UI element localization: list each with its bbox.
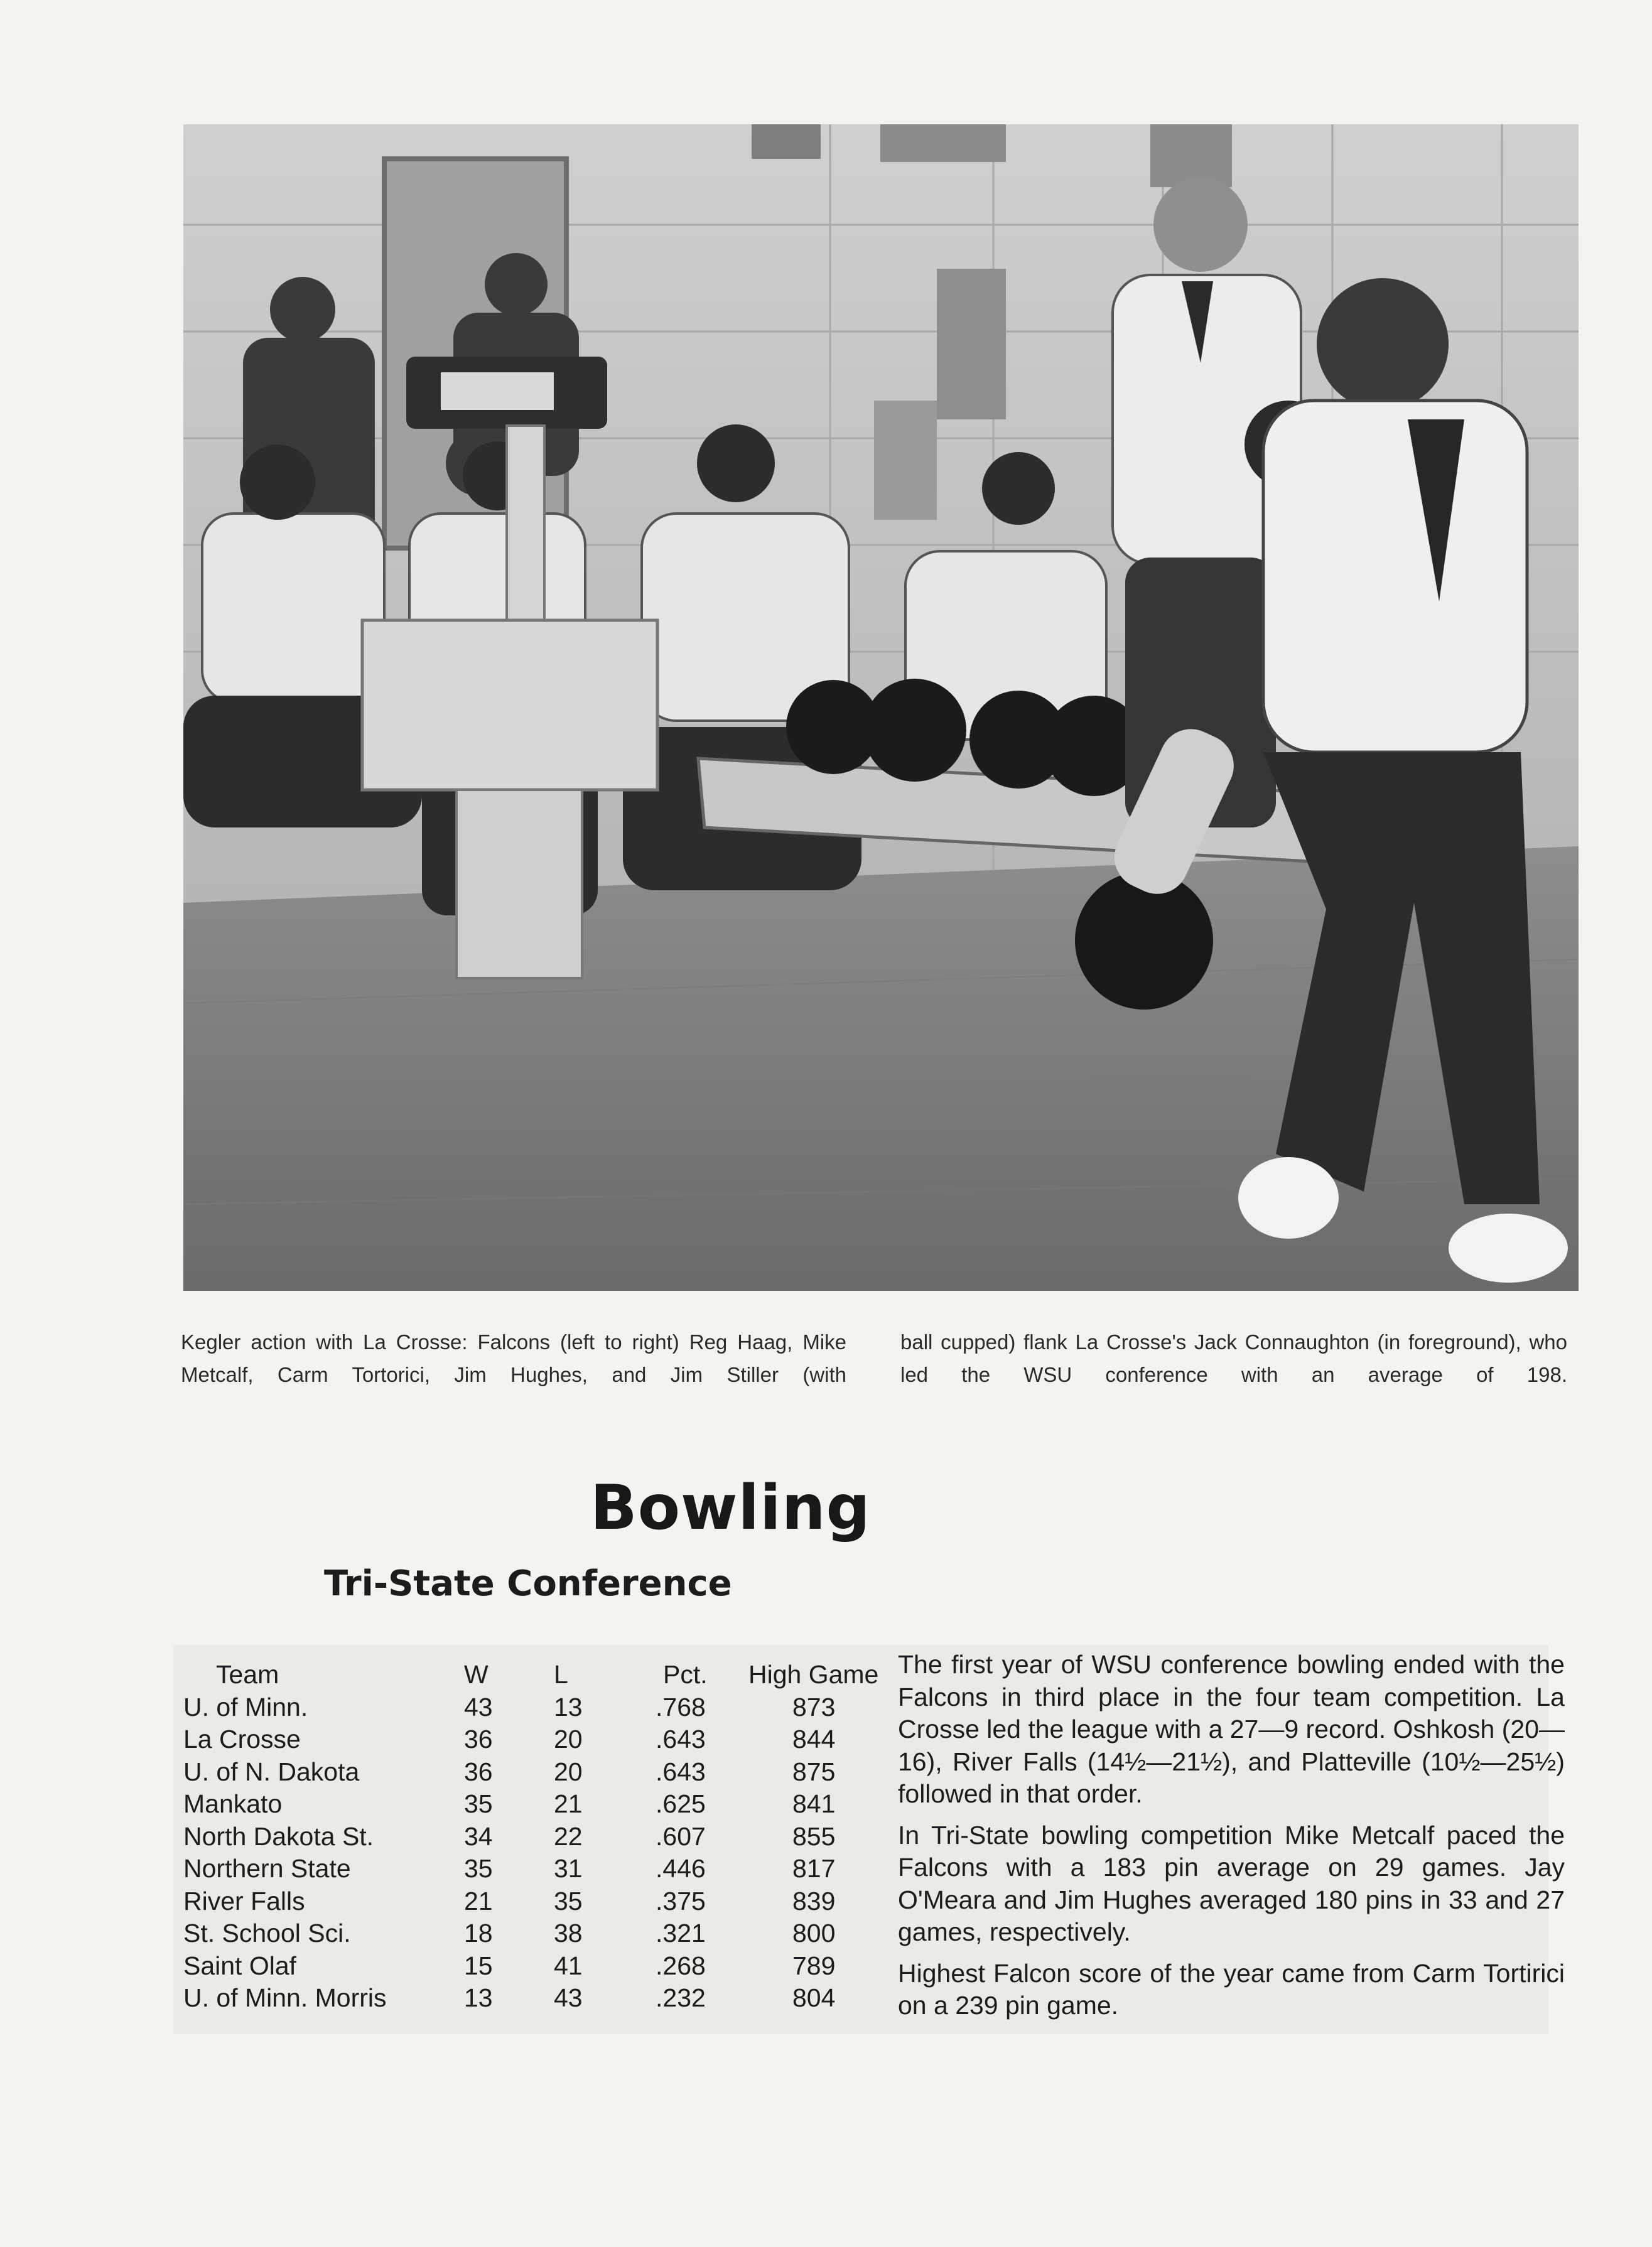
photo-caption-right: ball cupped) flank La Crosse's Jack Connaughton (in foreground), who led the WSU conference with an average of 198. <box>900 1330 1567 1386</box>
team-name: U. of Minn. <box>183 1692 308 1722</box>
high-game: 817 <box>792 1854 836 1883</box>
high-game: 844 <box>792 1725 836 1754</box>
bowling-photo <box>183 124 1579 1291</box>
page-title: Bowling <box>590 1472 871 1544</box>
bowling-scene-photo-icon <box>183 124 1579 1291</box>
losses: 13 <box>554 1692 583 1722</box>
table-row <box>183 1917 956 1950</box>
article-paragraph-3: Highest Falcon score of the year came from Carm Tortirici on a 239 pin game. <box>898 1958 1565 2020</box>
table-row <box>183 1950 956 1983</box>
losses: 20 <box>554 1725 583 1754</box>
high-game: 804 <box>792 1983 836 2013</box>
pct: .232 <box>656 1983 706 2013</box>
wins: 35 <box>464 1854 493 1883</box>
header-high-game: High Game <box>748 1660 879 1689</box>
article-paragraph-2: In Tri-State bowling competition Mike Metcalf paced the Falcons with a 183 pin average on 29 games. Jay O'Meara and Jim Hughes averaged 180 pins in 33 and 27 games, respectively. <box>898 1820 1565 1946</box>
wins: 15 <box>464 1951 493 1980</box>
wins: 18 <box>464 1919 493 1948</box>
team-name: St. School Sci. <box>183 1919 351 1948</box>
pct: .446 <box>656 1854 706 1883</box>
table-row <box>183 1982 956 2015</box>
pct: .625 <box>656 1789 706 1819</box>
losses: 31 <box>554 1854 583 1883</box>
high-game: 839 <box>792 1886 836 1916</box>
table-row <box>183 1788 956 1821</box>
team-name: River Falls <box>183 1886 305 1916</box>
high-game: 875 <box>792 1757 836 1786</box>
header-pct: Pct. <box>663 1660 708 1689</box>
article-body <box>898 1649 1565 2031</box>
pct: .643 <box>656 1757 706 1786</box>
standings-header-row <box>183 1659 956 1691</box>
wins: 21 <box>464 1886 493 1916</box>
pct: .768 <box>656 1692 706 1722</box>
photo-caption-left: Kegler action with La Crosse: Falcons (left to right) Reg Haag, Mike Metcalf, Carm Tortorici, Jim Hughes, and Jim Stiller (with <box>181 1330 846 1386</box>
losses: 20 <box>554 1757 583 1786</box>
team-name: Mankato <box>183 1789 283 1819</box>
wins: 35 <box>464 1789 493 1819</box>
losses: 38 <box>554 1919 583 1948</box>
team-name: North Dakota St. <box>183 1821 374 1851</box>
pct: .643 <box>656 1725 706 1754</box>
losses: 43 <box>554 1983 583 2013</box>
wins: 13 <box>464 1983 493 2013</box>
wins: 43 <box>464 1692 493 1722</box>
high-game: 800 <box>792 1919 836 1948</box>
article-paragraph-1: The first year of WSU conference bowling ended with the Falcons in third place in the four team competition. La Crosse led the league with a 27—9 record. Oshkosh (20—16), River Falls (14½—21½), and Platteville (10½—25½) followed in that order. <box>898 1650 1565 1808</box>
table-row <box>183 1691 956 1724</box>
team-name: U. of Minn. Morris <box>183 1983 387 2013</box>
wins: 34 <box>464 1821 493 1851</box>
pct: .268 <box>656 1951 706 1980</box>
wins: 36 <box>464 1757 493 1786</box>
wins: 36 <box>464 1725 493 1754</box>
table-row <box>183 1756 956 1789</box>
team-name: La Crosse <box>183 1725 301 1754</box>
team-name: Northern State <box>183 1854 351 1883</box>
losses: 22 <box>554 1821 583 1851</box>
team-name: U. of N. Dakota <box>183 1757 360 1786</box>
losses: 21 <box>554 1789 583 1819</box>
high-game: 789 <box>792 1951 836 1980</box>
losses: 41 <box>554 1951 583 1980</box>
page-subtitle: Tri-State Conference <box>324 1563 732 1604</box>
pct: .321 <box>656 1919 706 1948</box>
table-row <box>183 1885 956 1918</box>
header-wins: W <box>464 1660 489 1689</box>
losses: 35 <box>554 1886 583 1916</box>
high-game: 873 <box>792 1692 836 1722</box>
table-row <box>183 1853 956 1885</box>
pct: .607 <box>656 1821 706 1851</box>
header-team: Team <box>216 1660 279 1689</box>
high-game: 855 <box>792 1821 836 1851</box>
table-row <box>183 1723 956 1756</box>
header-losses: L <box>554 1660 568 1689</box>
standings-table <box>183 1659 956 2015</box>
team-name: Saint Olaf <box>183 1951 297 1980</box>
high-game: 841 <box>792 1789 836 1819</box>
pct: .375 <box>656 1886 706 1916</box>
table-row <box>183 1821 956 1853</box>
